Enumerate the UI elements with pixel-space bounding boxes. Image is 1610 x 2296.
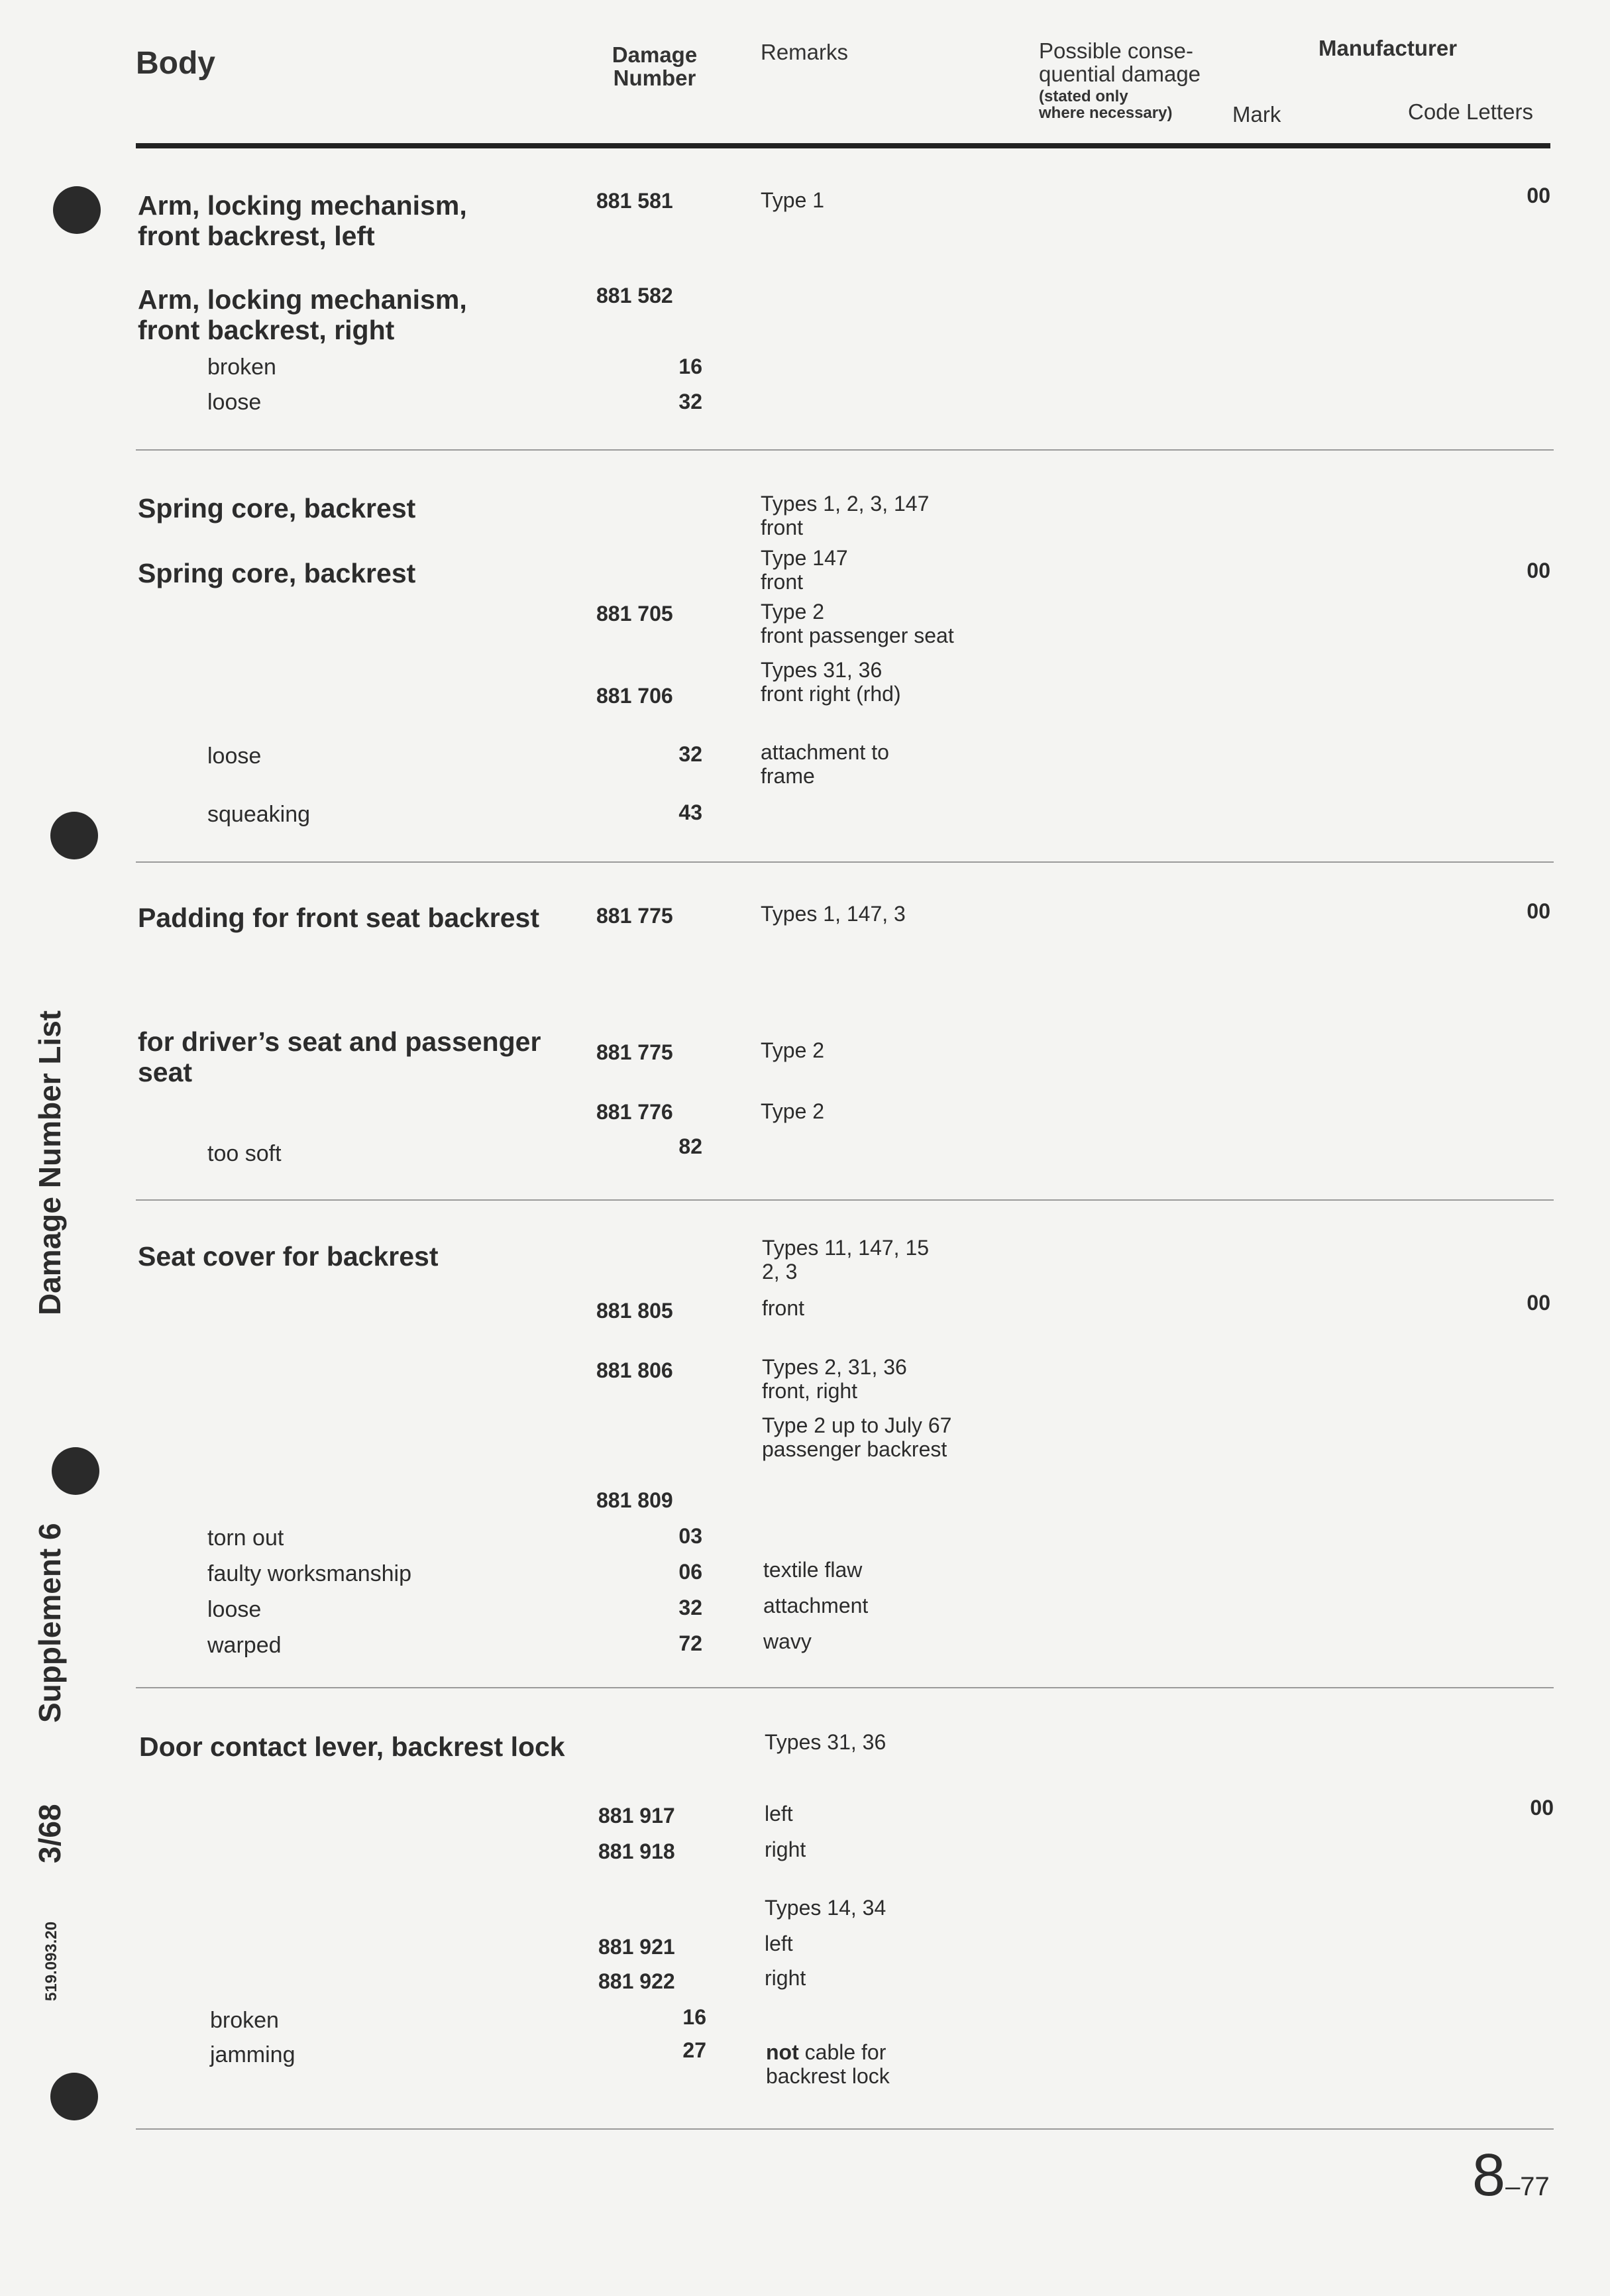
remark: Type 2 [761, 1099, 825, 1123]
damage-number: 881 775 [596, 1040, 673, 1064]
damage-number: 881 922 [598, 1969, 675, 1993]
damage-code: 72 [678, 1631, 702, 1655]
punch-hole [53, 186, 101, 234]
punch-hole [50, 812, 98, 859]
remarks-header: Remarks [761, 40, 849, 64]
entry-title: Arm, locking mechanism, front backrest, right [138, 284, 467, 345]
damage-code: 03 [678, 1524, 702, 1548]
damage-type: jamming [210, 2042, 295, 2067]
damage-number: 881 921 [598, 1935, 675, 1959]
damage-code: 32 [678, 1596, 702, 1619]
damage-number: 881 581 [596, 189, 673, 213]
consequential-header: Possible conse- quential damage (stated only where necessary) [1039, 38, 1201, 123]
page-number: 8–77 [1472, 2142, 1550, 2209]
remark: left [765, 1802, 793, 1826]
damage-number-header: Damage Number [612, 42, 698, 90]
damage-code: 16 [682, 2005, 706, 2029]
section-divider [136, 861, 1554, 863]
remark: textile flaw [763, 1558, 863, 1582]
remark: Type 2 up to July 67 passenger backrest [762, 1413, 952, 1461]
code-letters: 00 [1527, 559, 1550, 582]
remark: right [765, 1837, 806, 1861]
damage-type: too soft [207, 1141, 282, 1166]
damage-number: 881 918 [598, 1839, 675, 1863]
damage-code: 32 [678, 390, 702, 413]
entry-title: Spring core, backrest [138, 493, 416, 523]
section-divider [136, 1199, 1554, 1201]
damage-type: broken [207, 355, 276, 380]
damage-type: broken [210, 2008, 279, 2033]
damage-number: 881 809 [596, 1488, 673, 1512]
remark: front [762, 1296, 805, 1320]
entry-title: Seat cover for backrest [138, 1241, 439, 1272]
side-supplement: Supplement 6 [32, 1523, 67, 1723]
damage-code: 16 [678, 355, 702, 378]
damage-number: 881 917 [598, 1804, 675, 1828]
remark: Types 11, 147, 15 2, 3 [762, 1236, 930, 1284]
mark-header: Mark [1232, 102, 1281, 127]
damage-type: squeaking [207, 802, 311, 827]
section-heading: Body [136, 46, 215, 81]
damage-number: 881 582 [596, 284, 673, 307]
remark: Type 2 [761, 1038, 825, 1062]
remark: Types 1, 2, 3, 147 front [761, 492, 930, 539]
damage-number: 881 776 [596, 1100, 673, 1124]
code-letters: 00 [1530, 1796, 1554, 1820]
remark: attachment [763, 1594, 869, 1617]
damage-type: faulty worksmanship [207, 1561, 412, 1586]
damage-code: 43 [678, 800, 702, 824]
damage-code: 06 [678, 1560, 702, 1584]
entry-title: for driver’s seat and passenger seat [138, 1026, 541, 1087]
damage-type: loose [207, 1597, 262, 1622]
damage-code: 82 [678, 1134, 702, 1158]
damage-type: warped [207, 1633, 282, 1658]
damage-code: 27 [682, 2038, 706, 2062]
code-letters-header: Code Letters [1408, 99, 1533, 124]
damage-number: 881 706 [596, 684, 673, 708]
punch-hole [52, 1447, 99, 1495]
remark: right [765, 1966, 806, 1990]
damage-type: torn out [207, 1525, 284, 1551]
damage-type: loose [207, 390, 262, 415]
header-rule [136, 143, 1550, 148]
remark: Types 2, 31, 36 front, right [762, 1355, 907, 1403]
damage-number: 881 775 [596, 904, 673, 928]
remark: left [765, 1932, 793, 1955]
damage-type: loose [207, 743, 262, 769]
side-date: 3/68 [32, 1804, 67, 1863]
remark: Types 31, 36 front right (rhd) [761, 658, 901, 706]
entry-title: Door contact lever, backrest lock [139, 1731, 565, 1762]
remark: Types 14, 34 [765, 1896, 886, 1920]
side-title: Damage Number List [32, 1010, 67, 1315]
remark: Type 1 [761, 188, 825, 212]
remark: attachment to frame [761, 740, 889, 788]
entry-title: Padding for front seat backrest [138, 902, 540, 933]
side-doc-number: 519.093.20 [42, 1921, 60, 2001]
damage-number: 881 805 [596, 1299, 673, 1323]
code-letters: 00 [1527, 899, 1550, 923]
remark: Types 31, 36 [765, 1730, 886, 1754]
punch-hole [50, 2073, 98, 2120]
damage-number: 881 705 [596, 602, 673, 626]
remark: Type 147 front [761, 546, 848, 594]
remark: Types 1, 147, 3 [761, 902, 906, 926]
section-divider [136, 1687, 1554, 1688]
section-divider [136, 2128, 1554, 2130]
code-letters: 00 [1527, 184, 1550, 207]
manufacturer-header: Manufacturer [1318, 36, 1458, 60]
entry-title: Arm, locking mechanism, front backrest, left [138, 190, 467, 251]
remark: Type 2 front passenger seat [761, 600, 954, 647]
damage-number: 881 806 [596, 1358, 673, 1382]
damage-code: 32 [678, 742, 702, 766]
section-divider [136, 449, 1554, 451]
remark: not cable for backrest lock [766, 2040, 890, 2088]
entry-title: Spring core, backrest [138, 558, 416, 588]
code-letters: 00 [1527, 1291, 1550, 1315]
remark: wavy [763, 1629, 812, 1653]
